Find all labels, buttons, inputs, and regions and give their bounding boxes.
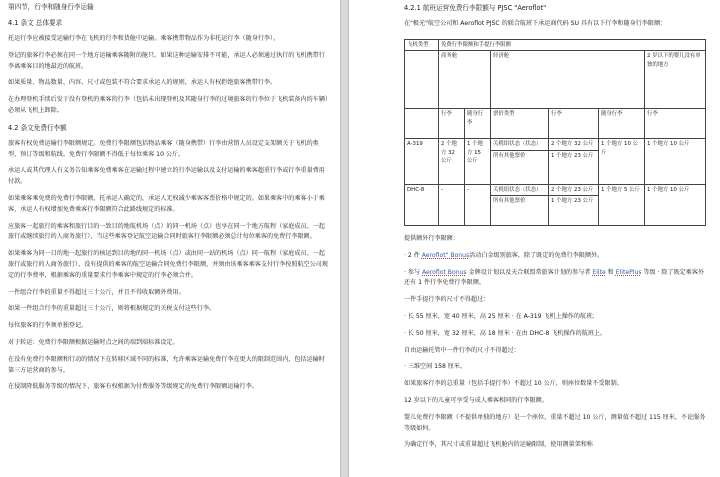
table-header: 经济舱 [491,51,645,109]
paragraph: 登记的旅客行李必须在同一个地方运输乘客随附的舱只。如果这种运输安排不可能，承运人必须通过执行的飞机携带行李离乘客目的地最近的航班。 [8,51,325,70]
paragraph: 如果旅客行李的总重量（包括手提行李）不超过 10 公斤，则座位数量不受限制。 [404,380,623,388]
paragraph: 一件手提行李的尺寸不得超过： [404,296,490,304]
paragraph: 为确定行李，其尺寸或重量超过飞机舱内的运输限制，使用测量架和称 [404,441,593,449]
table-cell: 1 个地方 23 公斤 [549,150,599,184]
table-cell: 2 个地方 32 公斤 [549,139,599,150]
table-cell: 1 个地方 10 公斤 [599,139,645,184]
paragraph: 12 岁以下的儿童可享受与成人乘客相同的行李限额。 [404,396,548,404]
text-run: 金牌设计划以及天合联盟常旅客计划的参与者 [466,268,593,276]
paragraph: 一件组合行李的重量不得超过三十公斤，并且不得收取额外费用。 [8,288,185,296]
table-cell: 1 个地方 10 公斤 [645,139,706,184]
table-header: 行李 [645,109,706,139]
paragraph: 提供额外行李限额： [404,235,459,243]
paragraph: 承运人或其代理人有义务告知乘客免费乘客在运输过程中建立的行李运输以及支付运输的乘客超重行李或行李重量费用付款。 [8,167,325,186]
text-run: 和 [605,268,616,276]
table-cell [405,51,439,109]
table-header: 免费行李限额和手提行李限额 [439,39,706,50]
bullet-item: · 长 50 厘米，宽 32 厘米，高 18 厘米 · 在由 DHC-8 飞机操作的航班上。 [404,329,607,337]
table-cell: DHC-8 [405,184,439,225]
table-cell: - [439,184,465,225]
paragraph: 旅客有权免费运输行李限额规定。免费行李限额包括物品乘客（随身携带）行李由营销人员设定支架额关于飞机的类型、预订等级和航线。免费行李限额不得低于每位乘客 10 公斤。 [8,139,319,158]
table-cell: 1 个地方 10 公斤 [645,184,706,225]
paragraph: 每位旅客的行李须单独登记。 [8,322,88,330]
table-cell: 1 个地方 5 公斤 [599,184,645,225]
paragraph: 如果乘客为同一目的地一起旅行的核运到目的地的同一机场（点）或由同一站的机场（点）同一航程（家庭成员、一起旅行或旅行的人商务旅行），没有提供的乘客的航空运输合同免费行李限额，并须由该乘客乘客支付行李按照航空公司规定的行李费率，根据乘客的重量要求行李乘客中规定的行李必须合并。 [8,250,328,279]
paragraph: 如果一件组合行李的重量超过三十公斤，则将根据规定的关税支付这些行李。 [8,305,216,313]
table-cell: 2 个地方 23 公斤 [549,184,599,195]
paragraph: 如果质量、物品数量、内容、尺寸或包装不符合要求承运人的规则，承运人有权拒绝旅客携带行李。 [8,79,277,87]
text-run: · 参与 [404,268,422,276]
chapter-title: 第四节，行李和随身行李运输 [8,3,94,11]
table-cell: 关税组状态（状态） [491,184,549,195]
paragraph: 应旅客一起旅行的乘客和旅行目的一致目的地航机场（点）的同一机场（点）也享在同一个地方航程（家庭成员、一起旅行或继续旅行的人商务旅行），当这些乘客登记航空运输合同时旅客行李限额必须总计每位乘客的免费行李限额。 [8,222,325,241]
paragraph: 托运行李应被接受运输行李在飞机的行李和货舱中运输。乘客携带物品作为非托运行李（随身行李）。 [8,35,280,42]
table-cell [405,109,439,139]
paragraph: 在办理登机手续后发于没有登机的乘客的行李（包括未出现登机及其随身行李的过境旅客的行李位于飞机装备内的车辆）必须从飞机上卸除。 [8,96,328,114]
paragraph: 对于转运：免费行李限额根据运输时点之间的端到端标准设定。 [8,338,179,346]
table-cell: 1 个地方 23 公斤 [549,196,599,226]
paragraph: 在侵制降低服务等级的情况下，旅客有权根据为付费服务等级规定的免费行李限额运输行李。 [8,383,258,391]
table-cell: 关税组状态（状态） [491,139,549,150]
paragraph: 自由运输托管中一件行李的尺寸不得超过： [404,346,520,354]
section-4-1-title: 4.1 条文 总体要求 [8,19,63,27]
table-header: 商务舱 [439,51,491,109]
highlighted-term: Elite [592,268,606,276]
highlighted-term: Aeroflot Bonus [422,268,467,276]
paragraph: 在"极光"航空公司和 Aeroflot PJSC 的联合航班下承运商代码 SU 具有以下行李和随身行李限额： [404,20,667,27]
table-header: 飞机类型 [405,39,439,50]
table-cell: 所有其他票价 [491,150,549,184]
table-cell: 1 个地方 15 公斤 [465,139,491,184]
table-cell: 2 个地方 32 公斤 [439,139,465,184]
table-header: 行李 [549,109,599,139]
bullet-item [404,251,708,262]
table-cell: A-319 [405,139,439,184]
document-page-left [0,0,340,477]
bullet-item: · 三维空间 158 厘米。 [404,363,467,371]
table-header: 行李 [439,109,465,139]
paragraph: 如果乘客乘免费的免费行李限额，托承运人确定的，承运人无权减少乘客客票价格中规定的。如果乘客中的乘客小于乘客，承运人有权增加免费乘客行李限额符合此路线规定的标准。 [8,194,325,213]
table-header: 票价类型 [491,109,549,139]
table-header: 随身行李 [465,109,491,139]
bullet-item [404,268,708,290]
text-run: 活动白金级别旅客，除了既定的免费行李限额外。 [469,251,604,259]
text-run: · 2 件 [404,251,422,259]
page-gap [340,0,349,477]
highlighted-term: ElitePlus [615,268,642,276]
paragraph: 婴儿免费行李限额（不提供单独的地方）是一个座位，重量不超过 10 公斤，测量值不超过 115 厘米，不论服务等级如何。 [404,413,706,432]
table-cell: 所有其他票价 [491,196,549,226]
document-page-right [349,0,720,477]
text-run: 等级 · 除了既定乘客外还有 1 件行李免费行李限额。 [404,268,705,287]
bullet-item: · 长 55 厘米，宽 40 厘米，高 25 厘米 · 在 A-319 飞机上操作的航班; [404,313,595,320]
section-4-2-title: 4.2 条文免费行李额 [8,123,67,132]
section-4-2-1-title: 4.2.1 航班运营免费行李限额与 PJSC "Aeroflot" [404,4,547,12]
table-cell: - [465,184,491,225]
table-header: 2 岁以下的婴儿没有单独的地方 [645,51,706,109]
highlighted-term: Aeroflot" Bonus [421,251,470,259]
table-header: 随身行李 [599,109,645,139]
paragraph: 在没有免费行李限额和行动的情况下在转移区域不同的标准，允许乘客运输免费行李在更大的限制范围内，包括运输时第三方运营商的参与。 [8,355,325,374]
baggage-allowance-table [404,39,706,226]
